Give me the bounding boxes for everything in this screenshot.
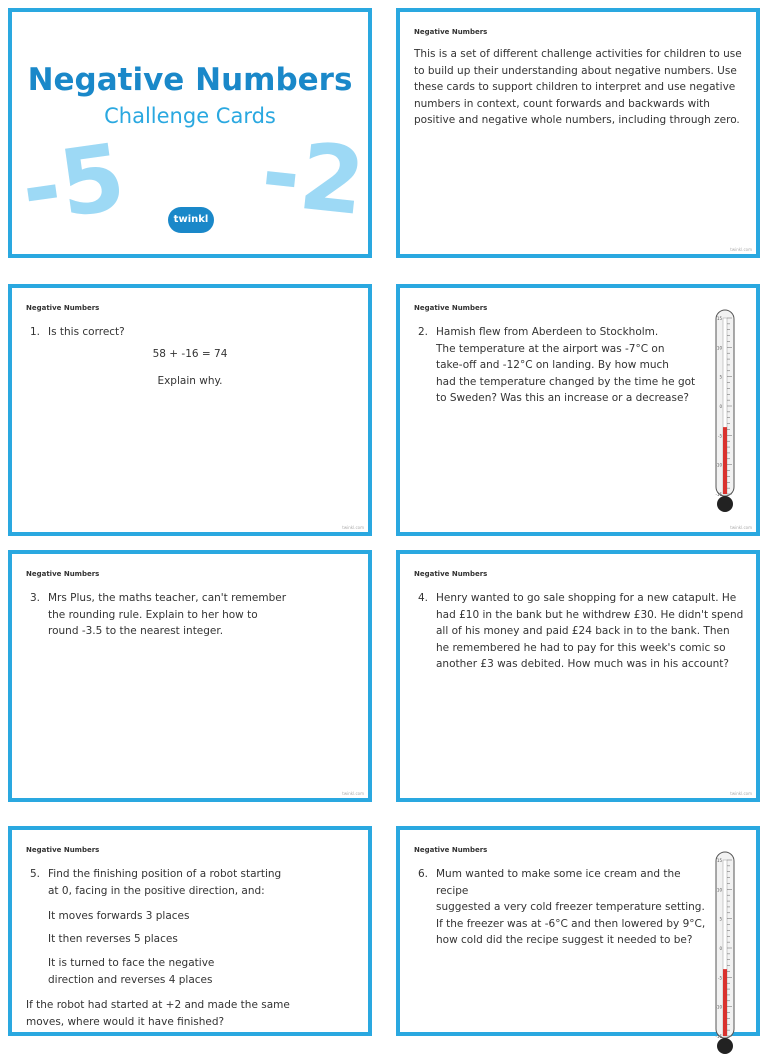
question-line: another £3 was debited. How much was in his account? [436, 658, 729, 670]
question-line: at 0, facing in the positive direction, and: [48, 884, 265, 897]
question-row [414, 590, 754, 680]
question-line: take-off and -12°C on landing. By how much [436, 359, 669, 371]
question-line: suggested a very cold freezer temperature setting. [436, 901, 705, 913]
thermometer-label: 10 [716, 345, 722, 351]
intro-text [414, 46, 744, 129]
page-subtitle: Challenge Cards [104, 104, 276, 128]
question-row [414, 324, 704, 414]
footer-mark: twinkl.com [730, 525, 752, 530]
intro-line: numbers in context, count forwards and backwards with [414, 97, 710, 110]
question-text [48, 590, 286, 640]
thermometer-fill [723, 427, 727, 494]
question-card-2 [396, 284, 760, 536]
question-card-6 [396, 826, 760, 1039]
title-card [8, 8, 372, 258]
thermometer-fill [723, 969, 727, 1036]
question-card-1 [8, 284, 372, 536]
thermometer-label: 5 [719, 374, 722, 380]
question-line: to Sweden? Was this an increase or a decrease? [436, 392, 689, 404]
question-text [436, 590, 743, 673]
question-row [26, 324, 356, 344]
page-title: Negative Numbers [27, 62, 353, 98]
question-text [48, 866, 281, 899]
question-number: 2. [417, 326, 428, 338]
thermometer-bulb [717, 496, 733, 512]
card-header: Negative Numbers [414, 846, 488, 854]
thermometer-label: -10 [715, 462, 722, 468]
question-line: Find the finishing position of a robot starting [48, 868, 282, 880]
card-header: Negative Numbers [414, 570, 488, 578]
question-row [26, 590, 356, 650]
twinkl-logo: twinkl [168, 207, 214, 233]
intro-line: positive and negative whole numbers, including through zero. [414, 114, 740, 126]
question-number: 1. [29, 326, 40, 338]
question-line: he remembered he had to pay for this week's comic so [436, 641, 726, 654]
question-line: Hamish flew from Aberdeen to Stockholm. [436, 326, 659, 338]
thermometer-label: -15 [715, 492, 722, 497]
footer-mark: twinkl.com [342, 791, 364, 796]
thermometer-label: 5 [719, 916, 722, 922]
question-row [414, 866, 714, 946]
robot-step: direction and reverses 4 places [48, 974, 213, 986]
robot-step: It is turned to face the negative [48, 957, 215, 969]
thermometer-label: -5 [718, 975, 722, 981]
question-text [436, 324, 695, 407]
robot-step: It moves forwards 3 places [48, 910, 190, 922]
question-card-5 [8, 826, 372, 1036]
question-number: 4. [417, 592, 428, 604]
thermometer-label: 0 [719, 946, 722, 951]
question-line: Henry wanted to go sale shopping for a new catapult. He [436, 592, 737, 604]
question-line: had the temperature changed by the time he got [436, 375, 696, 388]
card-header: Negative Numbers [414, 28, 488, 36]
thermometer-label: -15 [715, 1034, 722, 1039]
question-line: The temperature at the airport was -7°C on [436, 342, 665, 355]
thermometer-label: -5 [718, 433, 722, 439]
card-header: Negative Numbers [414, 304, 488, 312]
robot-step: It then reverses 5 places [48, 933, 178, 945]
question-card-4 [396, 550, 760, 802]
question-text [436, 866, 714, 949]
thermometer-label: 15 [716, 858, 722, 863]
footer-mark: twinkl.com [730, 791, 752, 796]
final-question-line: If the robot had started at +2 and made the same [26, 999, 290, 1011]
intro-line: to build up their understanding about negative numbers. Use [414, 64, 737, 77]
intro-line: This is a set of different challenge activities for children to use [414, 48, 742, 60]
question-line: how cold did the recipe suggest it needed to be? [436, 934, 693, 946]
thermometer-bulb [717, 1038, 733, 1054]
thermometer-label: 15 [716, 316, 722, 321]
final-question-line: moves, where would it have finished? [26, 1016, 225, 1028]
footer-mark: twinkl.com [730, 247, 752, 252]
question-number: 6. [417, 868, 428, 880]
question-number: 3. [29, 592, 40, 604]
thermometer-label: 10 [716, 887, 722, 893]
question-line: Mrs Plus, the maths teacher, can't remember [48, 592, 287, 604]
thermometer-image [712, 308, 738, 520]
card-header: Negative Numbers [26, 846, 100, 854]
question-line: If the freezer was at -6°C and then lowered by 9°C, [436, 917, 706, 930]
thermometer-label: -10 [715, 1004, 722, 1010]
decorative-number-right: -2 [256, 118, 370, 237]
question-line: round -3.5 to the nearest integer. [48, 625, 224, 637]
question-text: Is this correct? [48, 326, 125, 338]
intro-line: these cards to support children to interpret and use negative [414, 81, 736, 93]
question-card-3 [8, 550, 372, 802]
intro-card [396, 8, 760, 258]
question-prompt: Explain why. [157, 375, 223, 387]
footer-mark: twinkl.com [342, 525, 364, 530]
thermometer-image [712, 850, 738, 1062]
question-line: all of his money and paid £24 back in to the bank. Then [436, 625, 730, 637]
question-line: had £10 in the bank but he withdrew £30. He didn't spend [436, 608, 744, 621]
question-number: 5. [29, 868, 40, 880]
card-header: Negative Numbers [26, 570, 100, 578]
card-header: Negative Numbers [26, 304, 100, 312]
question-equation: 58 + -16 = 74 [152, 348, 228, 360]
question-line: Mum wanted to make some ice cream and the recipe [436, 868, 681, 897]
decorative-number-left: -5 [15, 123, 132, 244]
question-line: the rounding rule. Explain to her how to [48, 608, 258, 621]
question-row [26, 866, 356, 906]
thermometer-label: 0 [719, 404, 722, 409]
